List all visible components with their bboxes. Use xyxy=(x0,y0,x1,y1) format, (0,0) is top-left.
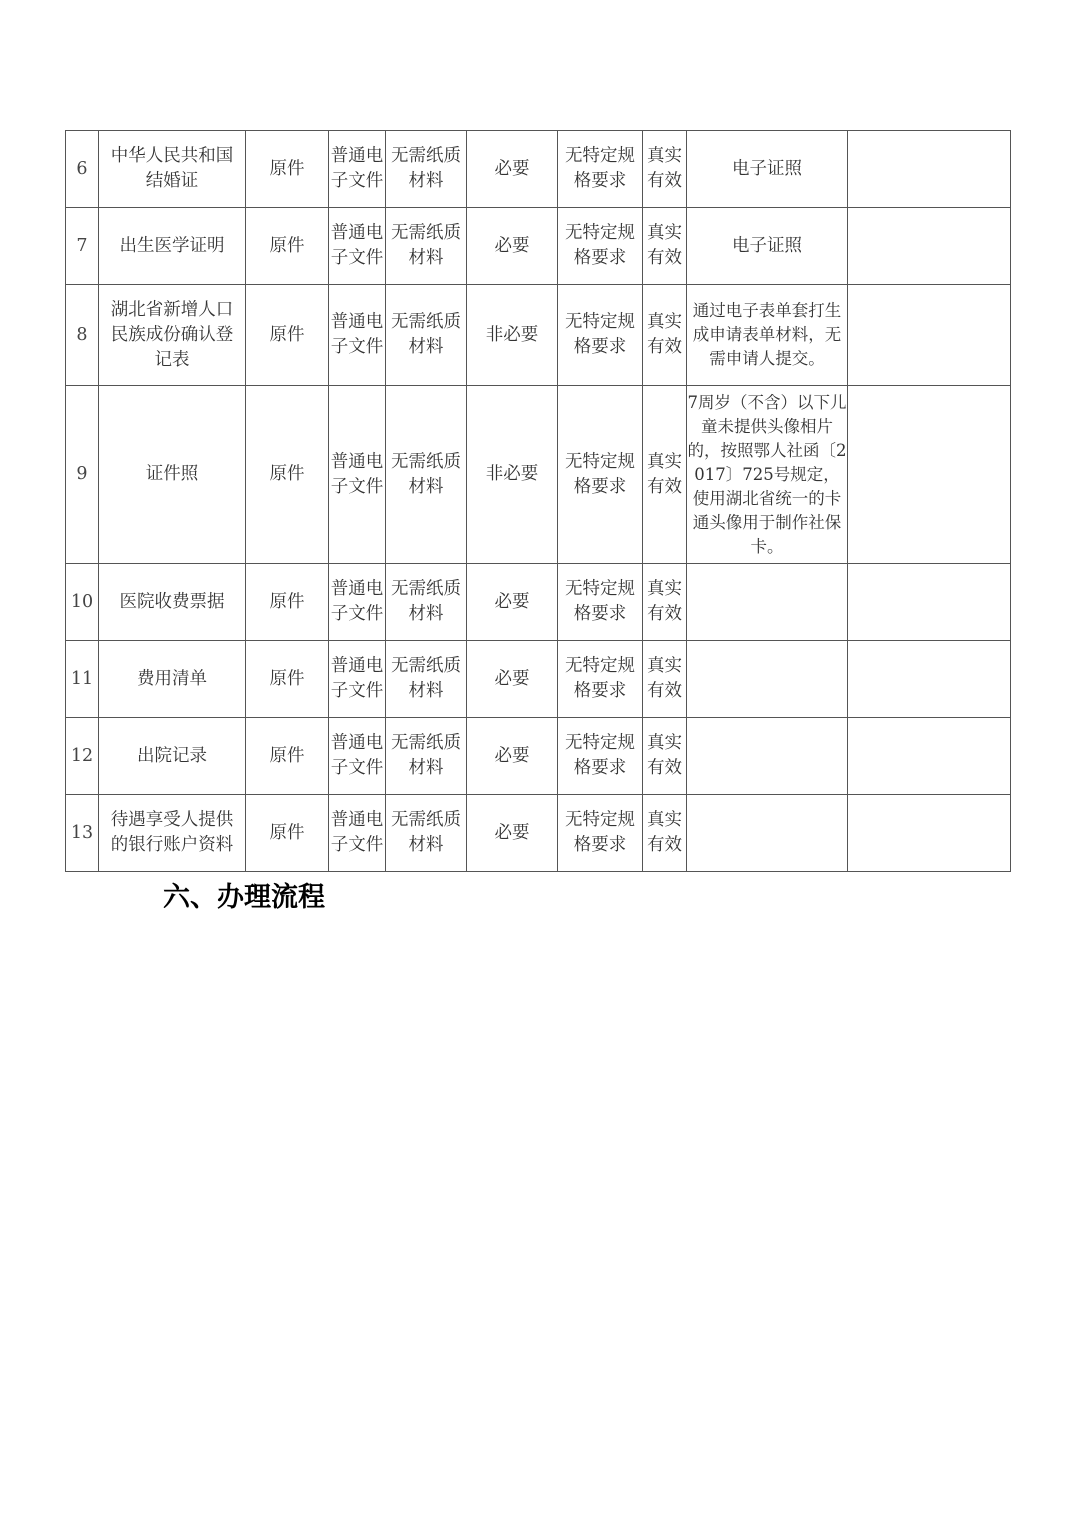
material-name: 出生医学证明 xyxy=(99,208,246,285)
material-carrier: 普通电子文件 xyxy=(329,208,386,285)
extra-cell xyxy=(848,131,1011,208)
row-number: 11 xyxy=(66,641,99,718)
row-number: 12 xyxy=(66,718,99,795)
row-number: 9 xyxy=(66,386,99,564)
row-number: 7 xyxy=(66,208,99,285)
material-form: 原件 xyxy=(246,795,329,872)
required-flag: 必要 xyxy=(467,718,558,795)
extra-cell xyxy=(848,795,1011,872)
note-cell xyxy=(687,795,848,872)
note-cell xyxy=(687,641,848,718)
material-name: 医院收费票据 xyxy=(99,564,246,641)
row-number: 6 xyxy=(66,131,99,208)
note-cell xyxy=(687,564,848,641)
row-number: 8 xyxy=(66,285,99,386)
table-row xyxy=(66,131,1011,208)
validity-requirement: 真实有效 xyxy=(643,386,687,564)
material-name: 费用清单 xyxy=(99,641,246,718)
spec-requirement: 无特定规格要求 xyxy=(558,285,643,386)
paper-requirement: 无需纸质材料 xyxy=(386,285,467,386)
table-row xyxy=(66,564,1011,641)
paper-requirement: 无需纸质材料 xyxy=(386,718,467,795)
required-flag: 非必要 xyxy=(467,285,558,386)
material-form: 原件 xyxy=(246,564,329,641)
note-cell: 7周岁（不含）以下儿童未提供头像相片的，按照鄂人社函〔2017〕725号规定，使用湖北省统一的卡通头像用于制作社保卡。 xyxy=(687,386,848,564)
table-row xyxy=(66,795,1011,872)
validity-requirement: 真实有效 xyxy=(643,641,687,718)
material-carrier: 普通电子文件 xyxy=(329,285,386,386)
spec-requirement: 无特定规格要求 xyxy=(558,564,643,641)
required-flag: 必要 xyxy=(467,131,558,208)
required-flag: 必要 xyxy=(467,641,558,718)
spec-requirement: 无特定规格要求 xyxy=(558,208,643,285)
note-cell: 电子证照 xyxy=(687,131,848,208)
table-row xyxy=(66,285,1011,386)
extra-cell xyxy=(848,641,1011,718)
validity-requirement: 真实有效 xyxy=(643,718,687,795)
material-form: 原件 xyxy=(246,131,329,208)
table-row xyxy=(66,386,1011,564)
extra-cell xyxy=(848,564,1011,641)
validity-requirement: 真实有效 xyxy=(643,208,687,285)
material-carrier: 普通电子文件 xyxy=(329,386,386,564)
note-cell xyxy=(687,718,848,795)
material-name: 出院记录 xyxy=(99,718,246,795)
validity-requirement: 真实有效 xyxy=(643,285,687,386)
paper-requirement: 无需纸质材料 xyxy=(386,641,467,718)
required-flag: 非必要 xyxy=(467,386,558,564)
paper-requirement: 无需纸质材料 xyxy=(386,386,467,564)
material-carrier: 普通电子文件 xyxy=(329,641,386,718)
spec-requirement: 无特定规格要求 xyxy=(558,386,643,564)
material-name: 待遇享受人提供的银行账户资料 xyxy=(99,795,246,872)
note-cell: 电子证照 xyxy=(687,208,848,285)
table-row xyxy=(66,208,1011,285)
spec-requirement: 无特定规格要求 xyxy=(558,641,643,718)
material-form: 原件 xyxy=(246,718,329,795)
row-number: 10 xyxy=(66,564,99,641)
material-form: 原件 xyxy=(246,386,329,564)
material-carrier: 普通电子文件 xyxy=(329,718,386,795)
extra-cell xyxy=(848,208,1011,285)
section-heading: 六、办理流程 xyxy=(163,882,325,913)
validity-requirement: 真实有效 xyxy=(643,564,687,641)
validity-requirement: 真实有效 xyxy=(643,131,687,208)
material-name: 湖北省新增人口民族成份确认登记表 xyxy=(99,285,246,386)
paper-requirement: 无需纸质材料 xyxy=(386,131,467,208)
required-flag: 必要 xyxy=(467,564,558,641)
row-number: 13 xyxy=(66,795,99,872)
material-name: 证件照 xyxy=(99,386,246,564)
table-row xyxy=(66,641,1011,718)
materials-table xyxy=(65,130,1011,872)
material-carrier: 普通电子文件 xyxy=(329,564,386,641)
extra-cell xyxy=(848,386,1011,564)
spec-requirement: 无特定规格要求 xyxy=(558,718,643,795)
spec-requirement: 无特定规格要求 xyxy=(558,131,643,208)
table-row xyxy=(66,718,1011,795)
validity-requirement: 真实有效 xyxy=(643,795,687,872)
required-flag: 必要 xyxy=(467,795,558,872)
paper-requirement: 无需纸质材料 xyxy=(386,795,467,872)
paper-requirement: 无需纸质材料 xyxy=(386,564,467,641)
material-form: 原件 xyxy=(246,285,329,386)
material-carrier: 普通电子文件 xyxy=(329,795,386,872)
paper-requirement: 无需纸质材料 xyxy=(386,208,467,285)
note-cell: 通过电子表单套打生成申请表单材料，无需申请人提交。 xyxy=(687,285,848,386)
material-name: 中华人民共和国结婚证 xyxy=(99,131,246,208)
required-flag: 必要 xyxy=(467,208,558,285)
material-form: 原件 xyxy=(246,208,329,285)
spec-requirement: 无特定规格要求 xyxy=(558,795,643,872)
material-carrier: 普通电子文件 xyxy=(329,131,386,208)
extra-cell xyxy=(848,285,1011,386)
material-form: 原件 xyxy=(246,641,329,718)
extra-cell xyxy=(848,718,1011,795)
